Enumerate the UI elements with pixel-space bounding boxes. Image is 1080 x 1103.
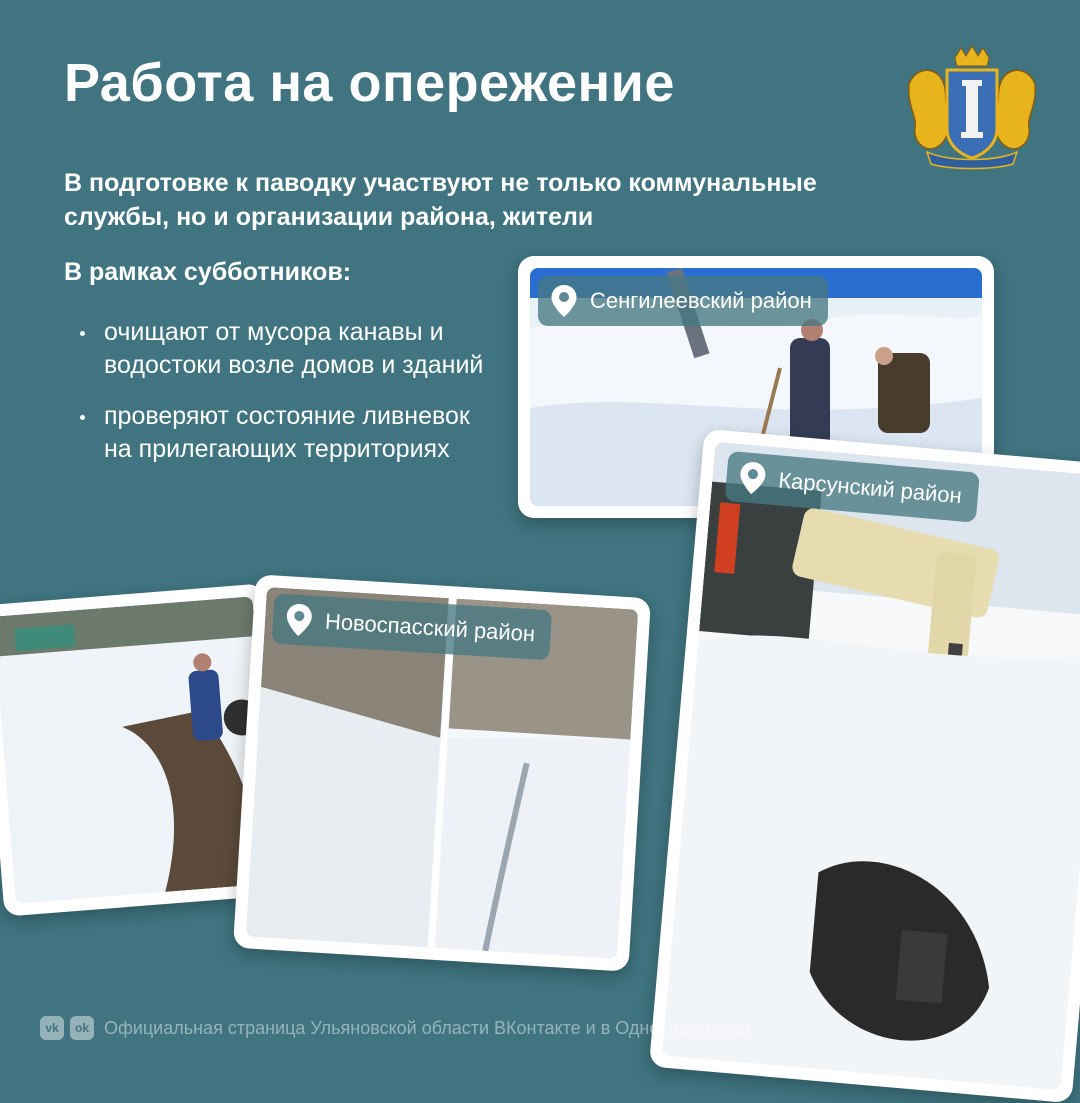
photo-excavator [662, 442, 1080, 1091]
location-pin-icon [550, 284, 578, 318]
footer-text: Официальная страница Ульяновской области ВКонтакте и в Одноклассниках [104, 1017, 754, 1038]
photo-ditch-worker [0, 596, 275, 904]
coat-of-arms-icon [905, 44, 1039, 170]
lead-paragraph: В подготовке к паводку участвуют не только коммунальные службы, но и организации района, жители [64, 169, 817, 231]
list-item-text: очищают от мусора канавы и водостоки возле домов и зданий [104, 318, 484, 379]
list-item-text: проверяют состояние ливневок на прилегающих территориях [104, 402, 470, 463]
location-pin-icon [737, 460, 768, 496]
odnoklassniki-icon[interactable]: ok [70, 1016, 94, 1040]
location-tag [538, 276, 828, 326]
location-label: Сенгилеевский район [590, 288, 812, 313]
bullet-dot-icon [80, 331, 85, 336]
page-title: Работа на опережение [64, 53, 675, 113]
vk-icon[interactable]: vk [40, 1016, 64, 1040]
bullet-list [76, 316, 496, 484]
footer [40, 1016, 753, 1040]
location-pin-icon [284, 602, 314, 638]
list-item [76, 316, 496, 382]
subheading: В рамках субботников: [64, 258, 352, 286]
photo-card-novospassky [233, 574, 651, 971]
location-label: Карсунский район [777, 467, 963, 509]
photo-card-karsunsky [649, 429, 1080, 1103]
bullet-dot-icon [80, 415, 85, 420]
list-item [76, 400, 496, 466]
location-label: Новоспасский район [324, 608, 536, 647]
